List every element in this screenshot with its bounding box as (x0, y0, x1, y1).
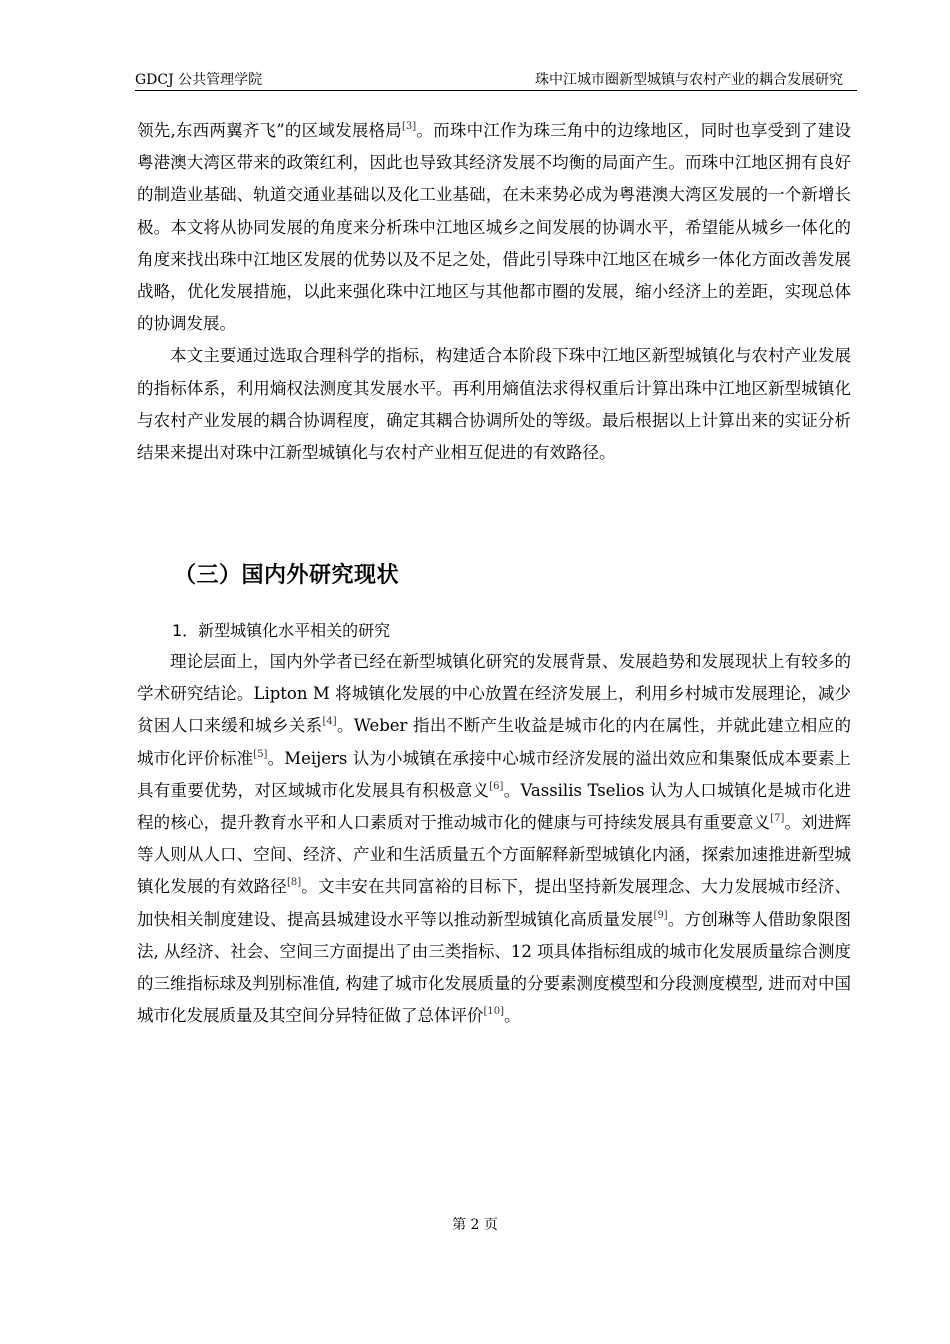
citation-ref-10[interactable]: [10] (483, 1006, 505, 1018)
page-number: 第 2 页 (452, 1217, 498, 1233)
body-text-research (137, 646, 851, 1032)
text-run: 。Weber 指出不断产生收益是城市化的内在属性，并就此建立相应的城市化评价标准 (137, 716, 852, 768)
citation-ref-8[interactable]: [8] (286, 877, 302, 889)
text-run: 。而珠中江作为珠三角中的边缘地区，同时也享受到了建设粤港澳大湾区带来的政策红利，因此也导致其经济发展不均衡的局面产生。而珠中江地区拥有良好的制造业基础、轨道交通业基础以及化工业基础，在未来势必成为粤港澳大湾区发展的一个新增长极。本文将从协同发展的角度来分析珠中江地区城乡之间发展的协调水平，希望能从城乡一体化的角度来找出珠中江地区发展的优势以及不足之处，借此引导珠中江地区在城乡一体化方面改善发展战略，优化发展措施，以此来强化珠中江地区与其他都市圈的发展，缩小经济上的差距，实现总体的协调发展。 (137, 121, 852, 334)
text-run: 领先,东西两翼齐飞”的区域发展格局 (137, 121, 402, 140)
header-institution: GDCJ 公共管理学院 (135, 72, 263, 88)
text-run: 。Vassilis Tselios 认为人口城镇化是城市化进程的核心，提升教育水平和人口素质对于推动城市化的健康与可持续发展具有重要意义 (137, 780, 852, 833)
paragraph-1 (137, 115, 851, 340)
text-run: 。文丰安在共同富裕的目标下，提出坚持新发展理念、大力发展城市经济、加快相关制度建设、提高县城建设水平等以推动新型城镇化高质量发展 (137, 877, 852, 929)
citation-ref-7[interactable]: [7] (770, 813, 785, 825)
body-text-intro (137, 115, 851, 469)
header-paper-title: 珠中江城市圈新型城镇与农村产业的耦合发展研究 (535, 72, 843, 88)
citation-ref-3[interactable]: [3] (402, 121, 417, 132)
paragraph-3 (137, 646, 851, 1032)
citation-ref-6[interactable]: [6] (489, 780, 504, 792)
text-run: 。Meijers 认为小城镇在承接中心城市经济发展的溢出效应和集聚低成本要素上具有重要优势，对区域城市化发展具有积极意义 (137, 748, 852, 800)
text-run: 。方创琳等人借助象限图法, 从经济、社会、空间三方面提出了由三类指标、12 项具体指标组成的城市化发展质量综合测度的三维指标球及判别标准值, 构建了城市化发展质量的分要素测度模型和分段测度模型, 进而对中国城市化发展质量及其空间分异特征做了总体评价 (137, 909, 852, 1026)
citation-ref-5[interactable]: [5] (253, 748, 268, 760)
text-run: 。刘进辉等人则从人口、空间、经济、产业和生活质量五个方面解释新型城镇化内涵，探索加速推进新型城镇化发展的有效路径 (137, 813, 852, 897)
section-heading: （三）国内外研究现状 (174, 563, 400, 588)
text-run: 。 (504, 1006, 521, 1026)
text-run: 理论层面上，国内外学者已经在新型城镇化研究的发展背景、发展趋势和发展现状上有较多的学术研究结论。Lipton M 将城镇化发展的中心放置在经济发展上，利用乡村城市发展理论，减少贫困人口来缓和城乡关系 (137, 652, 851, 736)
subsection-heading: 1．新型城镇化水平相关的研究 (172, 621, 391, 640)
citation-ref-9[interactable]: [9] (653, 909, 668, 921)
page-header (135, 66, 857, 91)
paragraph-2: 本文主要通过选取合理科学的指标，构建适合本阶段下珠中江地区新型城镇化与农村产业发展的指标体系，利用熵权法测度其发展水平。再利用熵值法求得权重后计算出珠中江地区新型城镇化与农村产业发展的耦合协调程度，确定其耦合协调所处的等级。最后根据以上计算出来的实证分析结果来提出对珠中江新型城镇化与农村产业相互促进的有效路径。 (137, 346, 851, 463)
citation-ref-4[interactable]: [4] (322, 716, 337, 728)
